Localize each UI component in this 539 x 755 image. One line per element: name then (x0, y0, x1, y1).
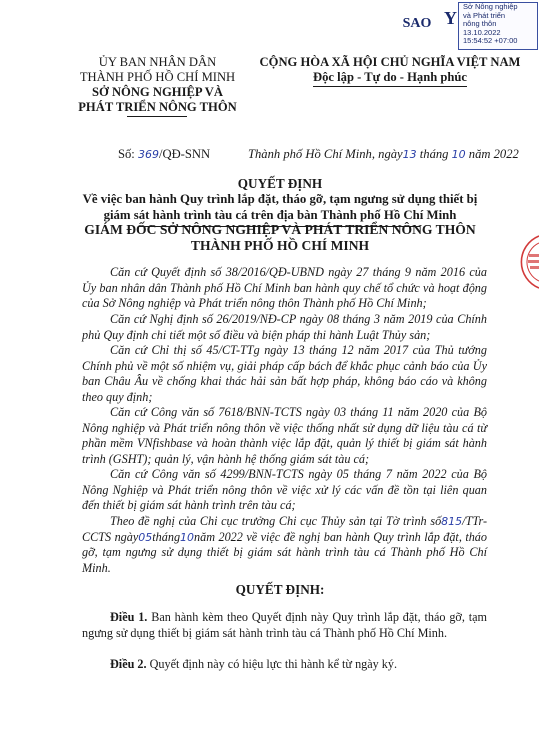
authority-line: SỞ NÔNG NGHIỆP VÀ (92, 85, 223, 99)
basis-2 (82, 312, 487, 343)
authority-line: ỦY BAN NHÂN DÂN (98, 55, 217, 69)
proposal-part-3: tháng (152, 529, 181, 544)
motto-line-2 (245, 70, 535, 87)
basis-4 (82, 405, 487, 467)
stamp-line: và Phát triển (463, 10, 506, 20)
motto-line-1: CỘNG HÒA XÃ HỘI CHỦ NGHĨA VIỆT NAM (259, 55, 521, 69)
proposal-month: 10 (180, 530, 195, 544)
proposal-part-2: /TTr-CCTS ngày (82, 514, 487, 544)
sao-label: SAO (392, 11, 442, 37)
date-day: 13 (402, 148, 417, 161)
place-date (248, 147, 519, 162)
place-date-prefix: Thành phố Hồ Chí Minh, ngày (248, 147, 403, 161)
so-suffix: /QĐ-SNN (158, 147, 211, 161)
proposal-day: 05 (138, 530, 153, 544)
decision-title: QUYẾT ĐỊNH (237, 176, 323, 191)
document-number (118, 147, 210, 162)
authority-title-1: GIÁM ĐỐC SỞ NÔNG NGHIỆP VÀ PHÁT TRIỂN NÔNG THÔN (84, 222, 476, 237)
article-1-text: Ban hành kèm theo Quyết định này Quy trình lắp đặt, tháo gỡ, tạm ngưng sử dụng thiết bị giám sát hành trình tàu cá Thành phố Hồ Chí Minh. (82, 610, 488, 640)
article-1 (82, 610, 487, 641)
proposal-part-1: Theo đề nghị của Chi cục trưởng Chi cục Thủy sản tại Tờ trình số (110, 514, 442, 528)
decision-subject-2-text: giám sát hành trình tàu cá trên địa bàn Thành phố Hồ Chí Minh (103, 208, 457, 222)
article-2 (82, 657, 487, 673)
red-seal-icon (515, 232, 539, 292)
article-2-label: Điều 2. (110, 657, 147, 671)
basis-text: Căn cứ Quyết định số 38/2016/QĐ-UBND ngày 27 tháng 9 năm 2016 của Ủy ban nhân dân Thành phố Hồ Chí Minh ban hành quy chế tổ chức và hoạt động của Sở Nông nghiệp và Phát triển nông thôn Thành phố Hồ Chí Minh; (82, 265, 487, 310)
basis-5 (82, 467, 487, 514)
stamp-line: 15:54:52 +07:00 (463, 36, 518, 46)
authority-title-2: THÀNH PHỐ HỒ CHÍ MINH (190, 238, 370, 253)
proposal (82, 514, 487, 576)
basis-text: Căn cứ Công văn số 7618/BNN-TCTS ngày 03 tháng 11 năm 2020 của Bộ Nông nghiệp và Phát triển nông thôn về việc thống nhất sử dụng dữ liệu tàu cá từ phần mềm VNfishbase và hoàn thành việc lắp đặt, quản lý thiết bị giám sát hành trình (GSHT); quản lý, vận hành hệ thống giám sát tàu cá; (82, 405, 487, 466)
stamp-line: 13.10.2022 (463, 27, 501, 37)
authority-line: PHÁT TRIỂN NÔNG THÔN (78, 100, 237, 114)
decide-title: QUYẾT ĐỊNH: (235, 582, 325, 597)
so-prefix: Số: (118, 147, 135, 161)
sao-letter: Y (444, 8, 457, 28)
so-number: 369 (137, 148, 159, 161)
stamp-line: nông thôn (463, 19, 497, 29)
basis-text: Căn cứ Công văn số 4299/BNN-TCTS ngày 05 tháng 7 năm 2022 của Bộ Nông Nghiệp và Phát triển nông thôn về việc xử lý các vấn đề tồn tại liên quan đến thiết bị giám sát hành trình trên tàu cá; (82, 467, 487, 512)
decision-subject-1: Về việc ban hành Quy trình lắp đặt, tháo gỡ, tạm ngưng sử dụng thiết bị (82, 192, 478, 206)
digital-signature-stamp (458, 2, 538, 50)
stamp-line: Sở Nông nghiệp (463, 2, 518, 11)
year-label: năm 2022 (468, 147, 519, 161)
header-left-divider (127, 116, 187, 117)
article-1-label: Điều 1. (110, 610, 148, 624)
national-motto (245, 55, 535, 87)
proposal-number: 815 (441, 515, 463, 528)
month-label: tháng (419, 147, 449, 161)
proposal-part-4: năm 2022 về việc đề nghị ban hành Quy trình lắp đặt, tháo gỡ, tạm ngưng sử dụng thiết bị giám sát hành trình tàu cá Thành phố Hồ Chí Minh. (82, 529, 487, 575)
authority-line: THÀNH PHỐ HỒ CHÍ MINH (79, 70, 236, 84)
motto-line-2-text: Độc lập - Tự do - Hạnh phúc (313, 70, 467, 87)
basis-3 (82, 343, 487, 405)
issuing-authority (70, 55, 245, 115)
date-month: 10 (451, 148, 466, 161)
basis-text: Căn cứ Nghị định số 26/2019/NĐ-CP ngày 08 tháng 3 năm 2019 của Chính phủ Quy định chi tiết một số điều và biện pháp thi hành Luật Thủy sản; (82, 312, 487, 342)
basis-1 (82, 265, 487, 312)
article-2-text: Quyết định này có hiệu lực thi hành kể từ ngày ký. (149, 657, 398, 671)
decision-subject-2 (40, 208, 520, 223)
basis-text: Căn cứ Chỉ thị số 45/CT-TTg ngày 13 tháng 12 năm 2017 của Thủ tướng Chính phủ về một số nhiệm vụ, giải pháp cấp bách để khắc phục cảnh báo của Ủy ban Châu Âu về chống khai thác hải sản bất hợp pháp, không báo cáo và không theo quy định; (82, 343, 487, 404)
